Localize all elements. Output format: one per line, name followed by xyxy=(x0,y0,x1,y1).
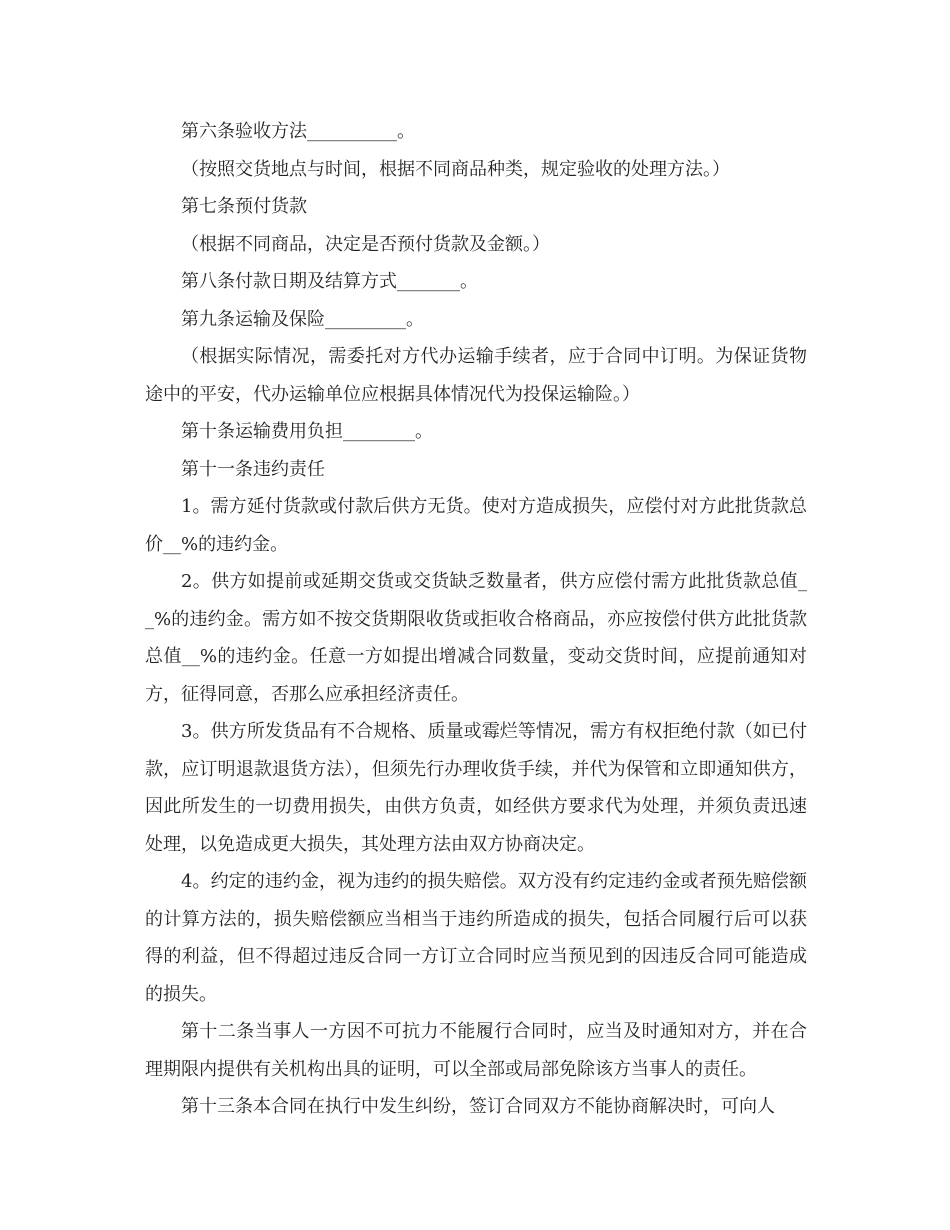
paragraph-article-7: 第七条预付货款 xyxy=(181,196,307,217)
paragraph-article-9-note: （根据实际情况，需委托对方代办运输手续者，应于合同中订明。为保证货物途中的平安，代办运输单位应根据具体情况代为投保运输险。） xyxy=(145,346,807,405)
paragraph-article-9: 第九条运输及保险_________。 xyxy=(181,308,424,330)
paragraph-article-8: 第八条付款日期及结算方式_______。 xyxy=(181,271,478,292)
paragraph-article-12: 第十二条当事人一方因不可抗力不能履行合同时，应当及时通知对方，并在合理期限内提供有关机构出具的证明，可以全部或局部免除该方当事人的责任。 xyxy=(145,1021,807,1080)
paragraph-article-6-note: （按照交货地点与时间，根据不同商品种类，规定验收的处理方法。） xyxy=(181,158,730,180)
paragraph-article-11-item-3: 3。供方所发货品有不合规格、质量或霉烂等情况，需方有权拒绝付款（如已付款，应订明退款退货方法），但须先行办理收货手续，并代为保管和立即通知供方，因此所发生的一切费用损失，由供方负责，如经供方要求代为处理，并须负责迅速处理，以免造成更大损失，其处理方法由双方协商决定。 xyxy=(145,721,807,855)
paragraph-article-10: 第十条运输费用负担________。 xyxy=(181,421,433,442)
paragraph-article-13: 第十三条本合同在执行中发生纠纷，签订合同双方不能协商解决时，可向人 xyxy=(181,1096,775,1117)
paragraph-article-11: 第十一条违约责任 xyxy=(181,458,325,480)
paragraph-article-11-item-4: 4。约定的违约金，视为违约的损失赔偿。双方没有约定违约金或者预先赔偿额的计算方法的，损失赔偿额应当相当于违约所造成的损失，包括合同履行后可以获得的利益，但不得超过违反合同一方订立合同时应当预见到的因违反合同可能造成的损失。 xyxy=(145,871,807,1005)
paragraph-article-7-note: （根据不同商品，决定是否预付货款及金额。） xyxy=(181,233,550,255)
paragraph-article-11-item-2: 2。供方如提前或延期交货或交货缺乏数量者，供方应偿付需方此批货款总值__%的违约金。需方如不按交货期限收货或拒收合格商品，亦应按偿付供方此批货款总值__%的违约金。任意一方如提出增减合同数量，变动交货时间，应提前通知对方，征得同意，否那么应承担经济责任。 xyxy=(145,571,807,705)
paragraph-article-6: 第六条验收方法__________。 xyxy=(181,121,415,142)
document-body xyxy=(145,113,807,1126)
paragraph-article-11-item-1: 1。需方延付货款或付款后供方无货。使对方造成损失，应偿付对方此批货款总价__%的违约金。 xyxy=(145,496,807,555)
